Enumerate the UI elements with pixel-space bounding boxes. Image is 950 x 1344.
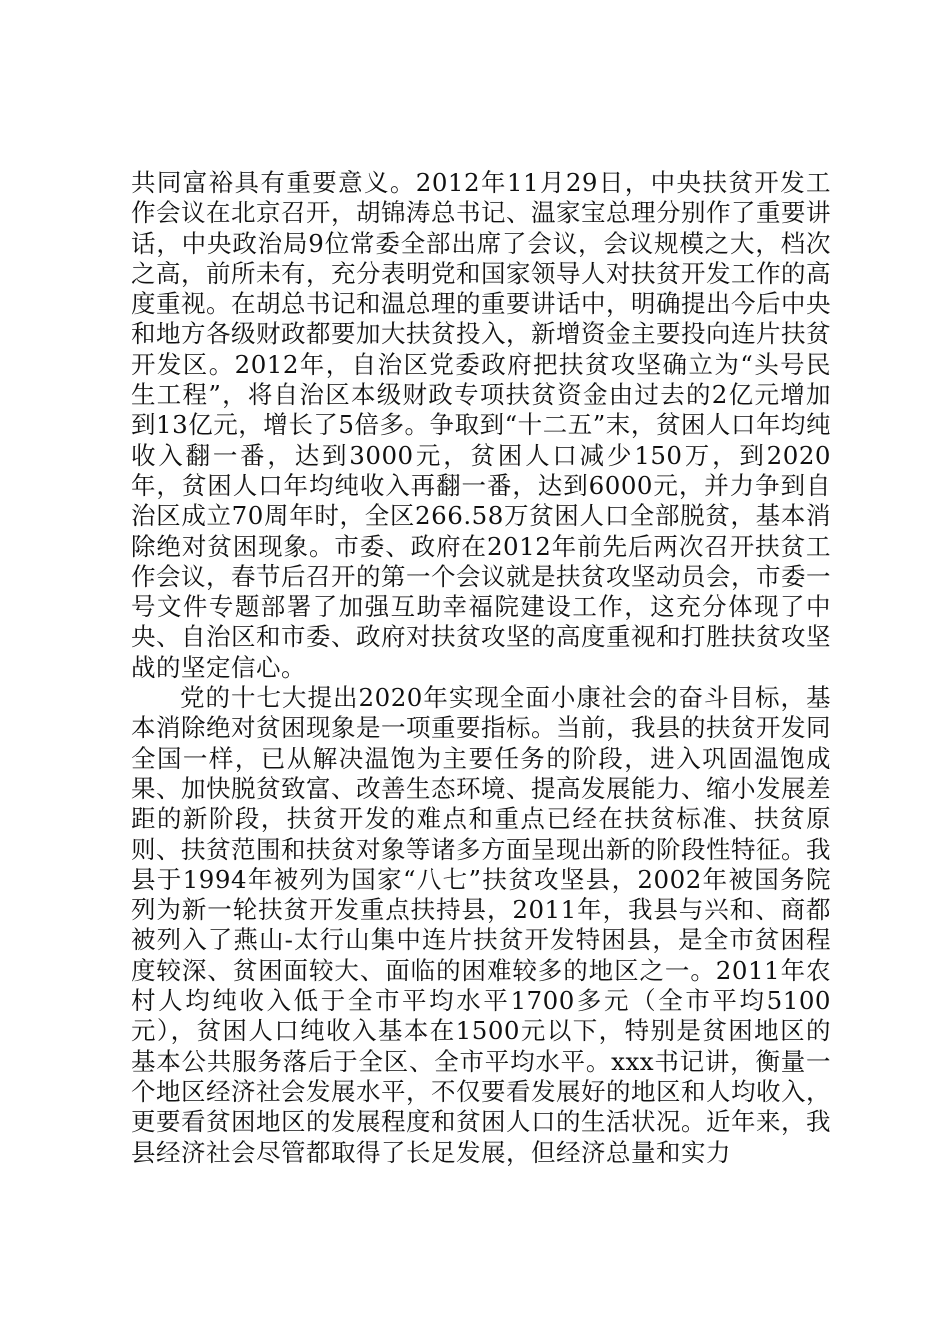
paragraph-1: 共同富裕具有重要意义。2012年11月29日，中央扶贫开发工作会议在北京召开，胡锦涛总书记、温家宝总理分别作了重要讲话，中央政治局9位常委全部出席了会议，会议规模之大，档次之高，前所未有，充分表明党和国家领导人对扶贫开发工作的高度重视。在胡总书记和温总理的重要讲话中，明确提出今后中央和地方各级财政都要加大扶贫投入，新增资金主要投向连片扶贫开发区。2012年，自治区党委政府把扶贫攻坚确立为“头号民生工程”，将自治区本级财政专项扶贫资金由过去的2亿元增加到13亿元，增长了5倍多。争取到“十二五”末，贫困人口年均纯收入翻一番，达到3000元，贫困人口减少150万，到2020年，贫困人口年均纯收入再翻一番，达到6000元，并力争到自治区成立70周年时，全区266.58万贫困人口全部脱贫，基本消除绝对贫困现象。市委、政府在2012年前先后两次召开扶贫工作会议，春节后召开的第一个会议就是扶贫攻坚动员会，市委一号文件专题部署了加强互助幸福院建设工作，这充分体现了中央、自治区和市委、政府对扶贫攻坚的高度重视和打胜扶贫攻坚战的坚定信心。 — [131, 168, 831, 682]
paragraph-2: 党的十七大提出2020年实现全面小康社会的奋斗目标，基本消除绝对贫困现象是一项重要指标。当前，我县的扶贫开发同全国一样，已从解决温饱为主要任务的阶段，进入巩固温饱成果、加快脱贫致富、改善生态环境、提高发展能力、缩小发展差距的新阶段，扶贫开发的难点和重点已经在扶贫标准、扶贫原则、扶贫范围和扶贫对象等诸多方面呈现出新的阶段性特征。我县于1994年被列为国家“八七”扶贫攻坚县，2002年被国务院列为新一轮扶贫开发重点扶持县，2011年，我县与兴和、商都被列入了燕山-太行山集中连片扶贫开发特困县，是全市贫困程度较深、贫困面较大、面临的困难较多的地区之一。2011年农村人均纯收入低于全市平均水平1700多元（全市平均5100元），贫困人口纯收入基本在1500元以下，特别是贫困地区的基本公共服务落后于全区、全市平均水平。xxx书记讲，衡量一个地区经济社会发展水平，不仅要看发展好的地区和人均收入，更要看贫困地区的发展程度和贫困人口的生活状况。近年来，我县经济社会尽管都取得了长足发展，但经济总量和实力 — [131, 683, 831, 1167]
body-text — [131, 168, 831, 1168]
